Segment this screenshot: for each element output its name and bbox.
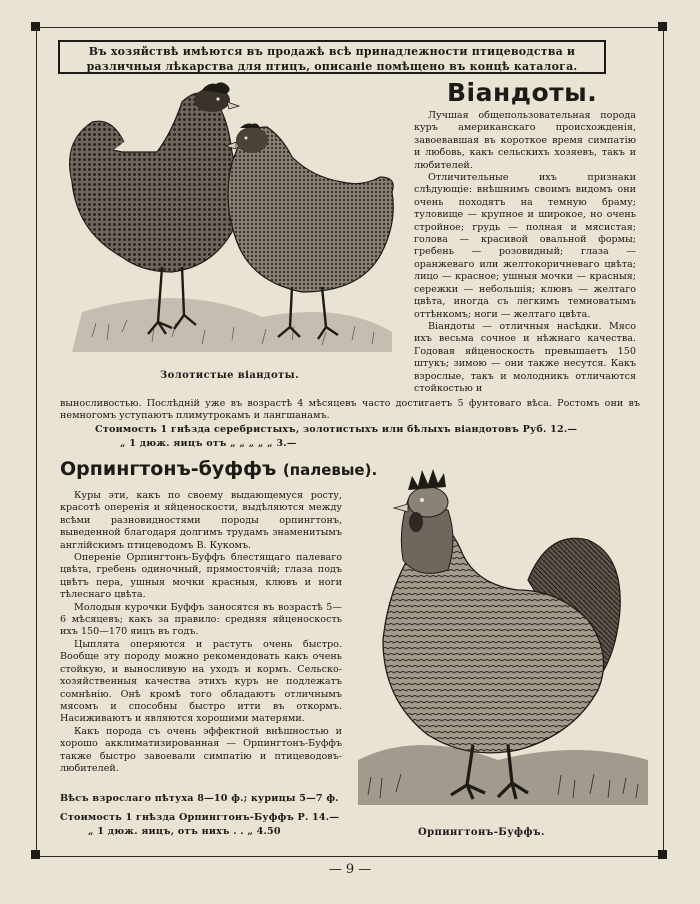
frame-corner [658,22,667,31]
frame-corner [31,850,40,859]
wyandotte-title: Віандоты. [447,78,598,107]
orpington-egg-price: „ 1 дюж. яицъ, отъ нихъ . . „ 4.50 [88,826,281,837]
wyandotte-caption: Золотистые віандоты. [160,370,299,381]
orpington-paragraph: Опереніе Орпингтонъ-Буффъ блестящаго палеваго цвѣта, гребень одиночный, прямостоячій; глаза подъ цвѣтъ пера, ушныя мочки красныя, клювъ и ноги тѣлеснаго цвѣта. [60,552,342,601]
orpington-title-main: Орпингтонъ-буффъ [60,458,277,480]
orpington-paragraph: Какъ порода съ очень эффектной внѣшностью и хорошо акклиматизированная — Орпингтонъ-Буффъ также быстро завоевали симпатію и птицеводовъ-любителей. [60,725,342,774]
orpington-title-paren: (палевые). [282,461,378,479]
orpington-caption: Орпингтонъ-Буффъ. [418,827,545,838]
orpington-paragraph: Цыплята оперяются и растутъ очень быстро. Вообще эту породу можно рекомендовать какъ очень стойкую, и выносливую на уходъ и кормъ. Сельско-хозяйственныя качества этихъ куръ не подлежатъ сомнѣнію. Онѣ кромѣ того обладаютъ отличнымъ мясомъ и способны быстро итти въ откормъ. Насиживаютъ и являются хорошими матерями. [60,638,342,725]
frame-corner [31,22,40,31]
orpington-rooster-illustration [358,460,648,826]
orpington-nest-price: Стоимость 1 гнѣзда Орпингтонъ-Буффъ Р. 14.— [60,812,340,823]
wyandotte-paragraph: Отличительные ихъ признаки слѣдующіе: внѣшнимъ своимъ видомъ они очень походятъ на темную браму; туловище — крупное и широкое, но очень стройное; грудь — полная и мясистая; голова — красивой овальной формы; гребень — розовидный; глаза — оранжеваго или желтокоричневаго цвѣта; лицо — красное; ушныя мочки — красныя; сережки — небольшія; клювъ — желтаго цвѣта, иногда съ легкимъ темноватымъ оттѣнкомъ; ноги — желтаго цвѣта. [414,172,636,320]
supplies-notice [58,40,606,74]
wyandotte-egg-price: „ 1 дюж. яицъ отъ „ „ „ „ „ 3.— [120,438,297,449]
notice-line-1: Въ хозяйствѣ имѣются въ продажѣ всѣ принадлежности птицеводства и [88,45,576,58]
frame-corner [658,850,667,859]
page-number: — 9 — [328,862,372,877]
wyandotte-description [414,110,636,395]
wyandotte-nest-price: Стоимость 1 гнѣзда серебристыхъ, золотистыхъ или бѣлыхъ віандотовъ Руб. 12.— [95,424,578,435]
orpington-paragraph: Куры эти, какъ по своему выдающемуся росту, красотѣ оперенія и яйценоскости, выдѣляются между всѣми разновидностями породы орпингтонъ, выведенной благодаря долгимъ трудамъ знаменитымъ англійскимъ птицеводомъ В. Кукомъ. [60,490,342,551]
orpington-weight: Вѣсъ взрослаго пѣтуха 8—10 ф.; курицы 5—7 ф. [60,793,339,804]
wyandotte-paragraph: Лучшая общепользовательная порода куръ американскаго происхожденія, завоевавшая въ короткое время симпатію и любовь, какъ сельскихъ хозяевъ, такъ и любителей. [414,110,636,171]
wyandotte-paragraph: Віандоты — отличныя насѣдки. Мясо ихъ весьма сочное и нѣжнаго качества. Годовая яйценоскость превышаетъ 150 штукъ; зимою — они также несутся. Какъ взрослые, такъ и молодникъ отличаются стойкостью и [414,320,636,394]
orpington-title [60,458,377,480]
orpington-description [60,490,342,775]
orpington-paragraph: Молодыя курочки Буффъ заносятся въ возрастѣ 5—6 мѣсяцевъ; какъ за правило: средняя яйценоскость ихъ 150—170 яицъ въ годъ. [60,601,342,638]
notice-line-2: различныя лѣкарства для птицъ, описаніе помѣщено въ концѣ каталога. [86,60,578,73]
wyandotte-hens-illustration [62,82,402,364]
wyandotte-continuation: выносливостью. Послѣдній уже въ возрастѣ 4 мѣсяцевъ часто достигаетъ 5 фунтоваго вѣса. Ростомъ они въ немногомъ уступаютъ плимутрокамъ и лангшанамъ. [60,398,640,422]
